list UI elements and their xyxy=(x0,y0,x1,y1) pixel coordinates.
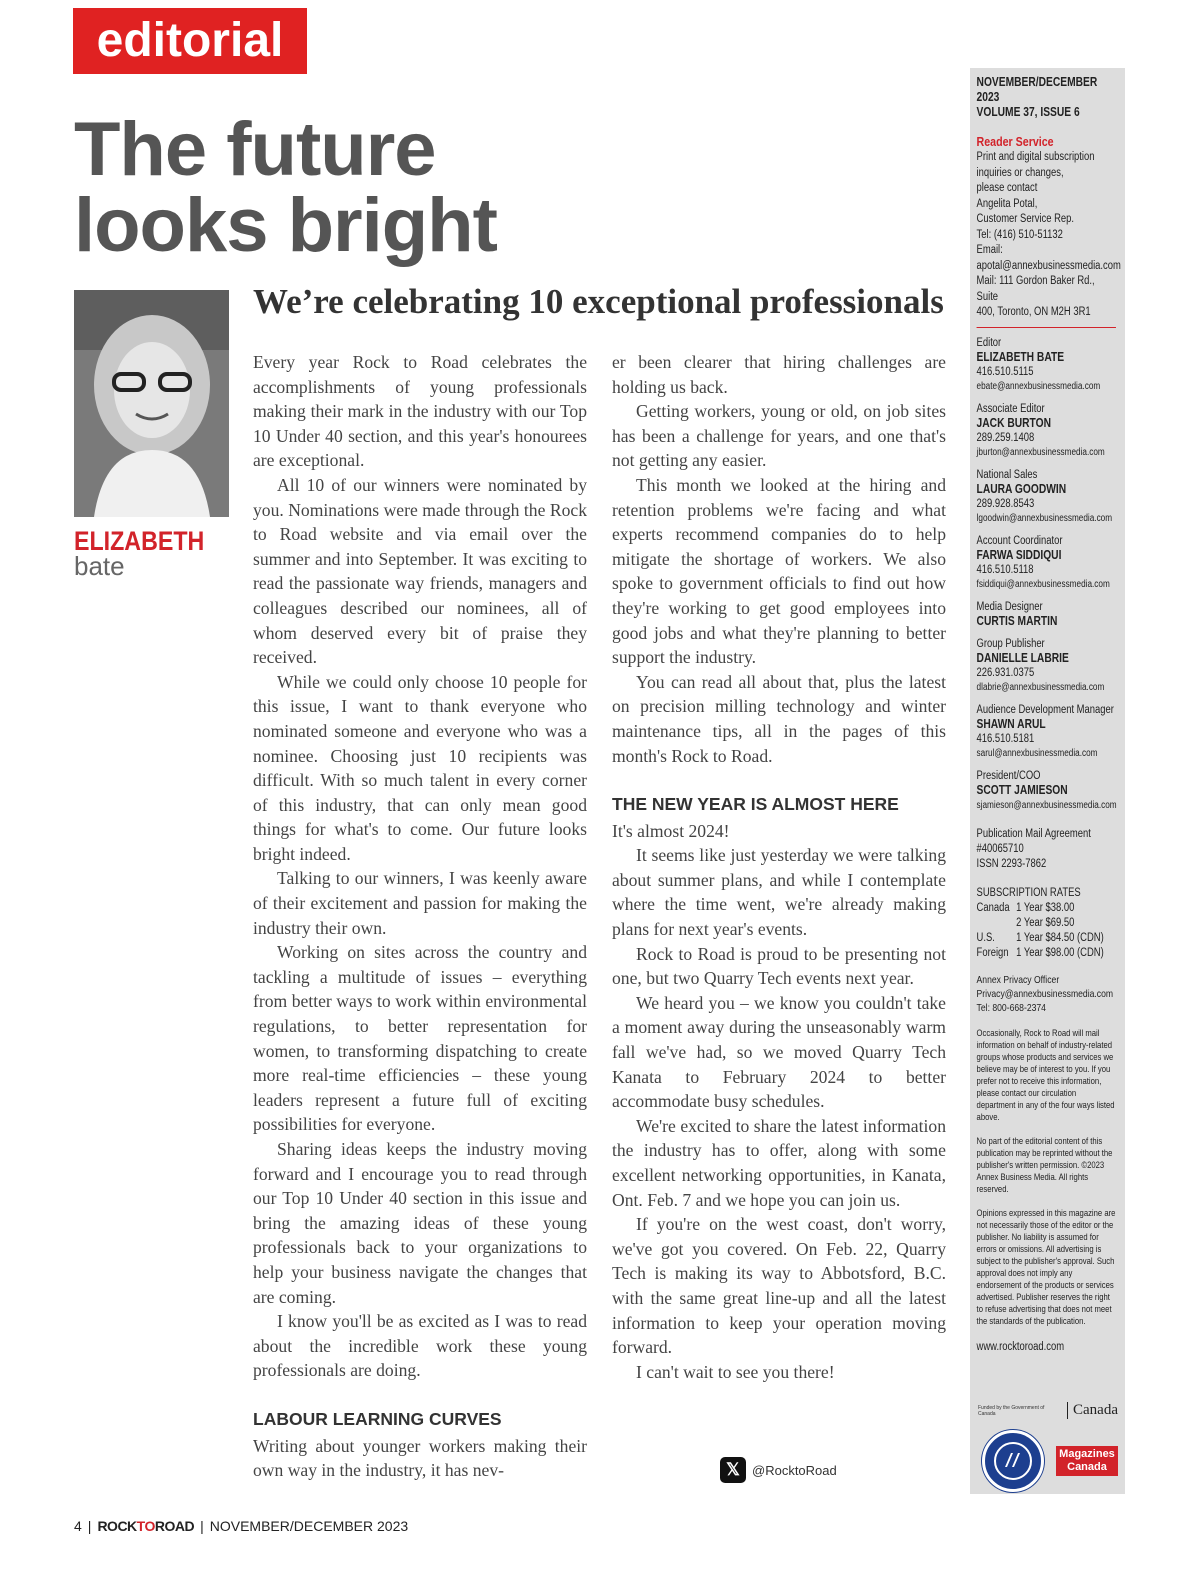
staff-role: National Sales xyxy=(976,468,1038,481)
reader-service-line: Tel: (416) 510-51132 xyxy=(976,228,1063,241)
paragraph: All 10 of our winners were nominated by you. Nominations were made through the Rock to Road website and via email over the summer and into September. It was exciting to read the passionate way friends, managers and colleagues described our nominees, all of whom deserved every bit of praise they received. xyxy=(253,474,587,668)
author-first-name: ELIZABETH xyxy=(74,526,205,556)
headline-line-1: The future xyxy=(74,107,436,192)
rate-region: Foreign xyxy=(976,946,1009,959)
brand-logo xyxy=(97,1518,194,1534)
rates-table xyxy=(977,901,1111,961)
page-headline xyxy=(74,107,634,268)
website-link[interactable]: www.rocktoroad.com xyxy=(976,1340,1065,1353)
paragraph: If you're on the west coast, don't worry, we've got you covered. On Feb. 22, Quarry Tech is making its way to Abbotsford, B.C. with the same great line-up and all the latest information to keep your operation moving forward. xyxy=(612,1214,946,1358)
staff-name: SCOTT JAMIESON xyxy=(976,782,1068,797)
reader-service-line: Customer Service Rep. xyxy=(976,213,1075,225)
author-last-name: bate xyxy=(74,551,125,581)
pub-mail-line: #40065710 xyxy=(976,842,1024,855)
brand-rock: ROCK xyxy=(97,1518,137,1534)
pub-mail-line: Publication Mail Agreement xyxy=(976,827,1091,840)
staff-entry xyxy=(977,637,1116,695)
brand-road: ROAD xyxy=(154,1518,195,1534)
reader-service-line: inquiries or changes, xyxy=(976,166,1064,179)
rate-row xyxy=(977,901,1111,916)
rate-price: 1 Year $84.50 (CDN) xyxy=(1016,931,1104,944)
staff-role: Account Coordinator xyxy=(976,534,1063,547)
staff-entry xyxy=(977,703,1116,761)
staff-email[interactable]: ebate@annexbusinessmedia.com xyxy=(976,380,1101,392)
privacy-line: Annex Privacy Officer xyxy=(976,973,1060,986)
reader-service-info xyxy=(976,150,1121,321)
mailing-notice: Occasionally, Rock to Road will mail information on behalf of industry-related groups whose products and services we believe may be of interest to you. If you prefer not to receive this information, please contact our circulation department in any of the four ways listed above. xyxy=(976,1026,1115,1122)
paragraph: er been clearer that hiring challenges are holding us back. xyxy=(612,352,946,397)
paragraph: It seems like just yesterday we were talking about summer plans, and while I contemplate where the time went, we're already making plans for next year's events. xyxy=(612,845,946,940)
reader-service-title: Reader Service xyxy=(976,134,1054,149)
rate-region: Canada xyxy=(976,901,1010,914)
article-column-1 xyxy=(253,350,587,1483)
paragraph: Every year Rock to Road celebrates the accomplishments of young professionals making their mark in the industry with our Top 10 Under 40 section, and this year's honourees are exceptional. xyxy=(253,352,587,471)
subscription-rates xyxy=(977,886,1116,961)
staff-phone: 416.510.5181 xyxy=(976,732,1035,745)
publication-mail xyxy=(977,827,1116,872)
footer-issue: NOVEMBER/DECEMBER 2023 xyxy=(209,1518,409,1534)
magazines-canada-line: Magazines xyxy=(1059,1448,1115,1460)
staff-role: Audience Development Manager xyxy=(976,703,1114,716)
association-logos xyxy=(982,1430,1122,1492)
reader-service-line: Print and digital subscription xyxy=(976,151,1095,163)
staff-entry xyxy=(977,600,1116,629)
privacy-line: Tel: 800-668-2374 xyxy=(976,1001,1046,1014)
staff-role: Associate Editor xyxy=(976,402,1045,415)
reader-service-line: Mail: 111 Gordon Baker Rd., Suite xyxy=(976,275,1095,303)
staff-name: CURTIS MARTIN xyxy=(976,613,1058,628)
staff-name: JACK BURTON xyxy=(976,415,1051,430)
privacy-email[interactable]: Privacy@annexbusinessmedia.com xyxy=(976,987,1114,1000)
footer-divider: | xyxy=(87,1518,92,1534)
staff-name: SHAWN ARUL xyxy=(976,716,1046,731)
paragraph: Writing about younger workers making their own way in the industry, it has nev- xyxy=(253,1435,587,1481)
staff-phone: 416.510.5115 xyxy=(976,365,1034,378)
paragraph: While we could only choose 10 people for this issue, I want to thank everyone who nominated someone and everyone who was a nominee. Choosing just 10 recipients was difficult. With so much talent in every corner of this industry, that can only mean good things for what's to come. Our future looks bright indeed. xyxy=(253,671,587,864)
rate-price: 1 Year $98.00 (CDN) xyxy=(1016,946,1104,959)
government-funding-credit xyxy=(978,1402,1118,1419)
issue-volume: VOLUME 37, ISSUE 6 xyxy=(976,105,1080,119)
subheading-new-year: THE NEW YEAR IS ALMOST HERE xyxy=(612,794,899,815)
rate-region: U.S. xyxy=(976,931,995,944)
staff-entry xyxy=(977,402,1116,460)
paragraph: Talking to our winners, I was keenly aware of their excitement and passion for making the industry their own. xyxy=(253,868,587,938)
staff-name: FARWA SIDDIQUI xyxy=(976,547,1062,562)
staff-email[interactable]: lgoodwin@annexbusinessmedia.com xyxy=(976,512,1113,524)
staff-entry xyxy=(977,336,1116,394)
paragraph: This month we looked at the hiring and retention problems we're facing and what experts recommend companies do to help mitigate the shortage of workers. We also spoke to government officials to find out how they're working to get good employees into good jobs and what they're planning to better support the industry. xyxy=(612,474,946,668)
footer-divider: | xyxy=(200,1518,204,1534)
paragraph: Getting workers, young or old, on job sites has been a challenge for years, and one that's not getting any easier. xyxy=(612,401,946,471)
paragraph: I can't wait to see you there! xyxy=(636,1361,835,1382)
staff-phone: 289.259.1408 xyxy=(976,431,1035,444)
staff-name: LAURA GOODWIN xyxy=(976,481,1067,496)
rate-row xyxy=(977,916,1111,931)
staff-email[interactable]: sarul@annexbusinessmedia.com xyxy=(976,747,1098,759)
deck: We’re celebrating 10 exceptional professionals xyxy=(253,282,944,321)
staff-entry xyxy=(977,769,1116,813)
staff-role: President/COO xyxy=(976,769,1041,782)
paragraph: Working on sites across the country and tackling a multitude of issues – everything from better ways to work within environmental regulations, to better representation for women, to transforming dispatching to create more real-time efficiencies – these young leaders represent a future full of exciting possibilities for everyone. xyxy=(253,942,587,1135)
brand-to: TO xyxy=(136,1518,155,1534)
headline-line-2: looks bright xyxy=(74,183,497,268)
issue-date: NOVEMBER/DECEMBER 2023 xyxy=(976,75,1098,104)
staff-role: Media Designer xyxy=(976,600,1043,613)
paragraph: You can read all about that, plus the latest on precision milling technology and winter maintenance tips, all in the pages of this month's Rock to Road. xyxy=(612,671,946,766)
divider xyxy=(977,327,1116,328)
pub-mail-line: ISSN 2293-7862 xyxy=(976,857,1047,870)
staff-entry xyxy=(977,468,1116,526)
subheading-labour: LABOUR LEARNING CURVES xyxy=(253,1408,502,1429)
rate-row xyxy=(977,946,1111,961)
masthead-sidebar xyxy=(970,68,1125,1494)
staff-entry xyxy=(977,534,1116,592)
social-link[interactable] xyxy=(720,1457,837,1483)
reader-service-line: please contact xyxy=(976,182,1038,194)
page-footer xyxy=(74,1518,408,1534)
section-tag: editorial xyxy=(73,8,307,74)
privacy-officer xyxy=(977,973,1116,1015)
audit-circulation-badge-icon xyxy=(982,1430,1044,1492)
staff-email[interactable]: sjamieson@annexbusinessmedia.com xyxy=(976,799,1117,811)
rates-title: SUBSCRIPTION RATES xyxy=(976,886,1081,899)
magazines-canada-logo xyxy=(1056,1446,1118,1476)
copyright-notice: No part of the editorial content of this publication may be reprinted without the publisher's written permission. ©2023 Annex Business Media. All rights reserved. xyxy=(976,1134,1113,1194)
rate-region xyxy=(977,916,1017,931)
paragraph: I know you'll be as excited as I was to read about the incredible work these young professionals are doing. xyxy=(253,1311,587,1381)
staff-phone: 226.931.0375 xyxy=(976,666,1035,679)
staff-name: ELIZABETH BATE xyxy=(976,349,1065,364)
paragraph: It's almost 2024! xyxy=(612,820,730,841)
staff-role: Group Publisher xyxy=(976,637,1045,650)
reader-service-line: Angelita Potal, xyxy=(976,197,1038,210)
rate-row xyxy=(977,931,1111,946)
staff-phone: 416.510.5118 xyxy=(976,563,1034,576)
paragraph: Sharing ideas keeps the industry moving forward and I encourage you to read through our Top 10 Under 40 section in this issue and bring the amazing ideas of these young professionals back to your organizations to help your business navigate the changes that are coming. xyxy=(253,1139,587,1307)
article-column-2 xyxy=(612,350,946,1384)
paragraph: We heard you – we know you couldn't take a moment away during the unseasonably warm fall we've had, so we moved Quarry Tech Kanata to February 2024 to better accommodate busy schedules. xyxy=(612,992,946,1112)
staff-email[interactable]: fsiddiqui@annexbusinessmedia.com xyxy=(976,578,1110,590)
reader-service-line: 400, Toronto, ON M2H 3R1 xyxy=(976,306,1091,318)
staff-email[interactable]: jburton@annexbusinessmedia.com xyxy=(976,446,1105,458)
rate-price: 2 Year $69.50 xyxy=(1016,916,1075,929)
paragraph: We're excited to share the latest information the industry has to offer, along with some excellent networking opportunities, in Kanata, Ont. Feb. 7 and we hope you can join us. xyxy=(612,1115,946,1210)
page-number: 4 xyxy=(74,1518,82,1534)
reader-service-line: Email: xyxy=(976,244,1003,256)
social-handle: @RocktoRoad xyxy=(752,1462,837,1478)
paragraph: Rock to Road is proud to be presenting not one, but two Quarry Tech events next year. xyxy=(612,943,946,989)
funded-text: Funded by the Government of Canada xyxy=(978,1404,1045,1417)
staff-name: DANIELLE LABRIE xyxy=(976,650,1069,665)
reader-service-email[interactable]: apotal@annexbusinessmedia.com xyxy=(976,259,1121,272)
staff-phone: 289.928.8543 xyxy=(976,497,1035,510)
canada-wordmark: Canada xyxy=(1067,1402,1118,1419)
author-photo xyxy=(74,290,229,517)
magazines-canada-line: Canada xyxy=(1067,1461,1107,1473)
x-logo-icon: 𝕏 xyxy=(720,1457,746,1483)
rate-price: 1 Year $38.00 xyxy=(1016,901,1075,914)
liability-notice: Opinions expressed in this magazine are not necessarily those of the editor or the publisher. No liability is assumed for errors or omissions. All advertising is subject to the publisher's approval. Such approval does not imply any endorsement of the products or services advertised. Publisher reserves the right to refuse advertising that does not meet the standards of the publication. xyxy=(976,1206,1116,1326)
staff-role: Editor xyxy=(976,336,1002,349)
staff-email[interactable]: dlabrie@annexbusinessmedia.com xyxy=(976,681,1105,693)
